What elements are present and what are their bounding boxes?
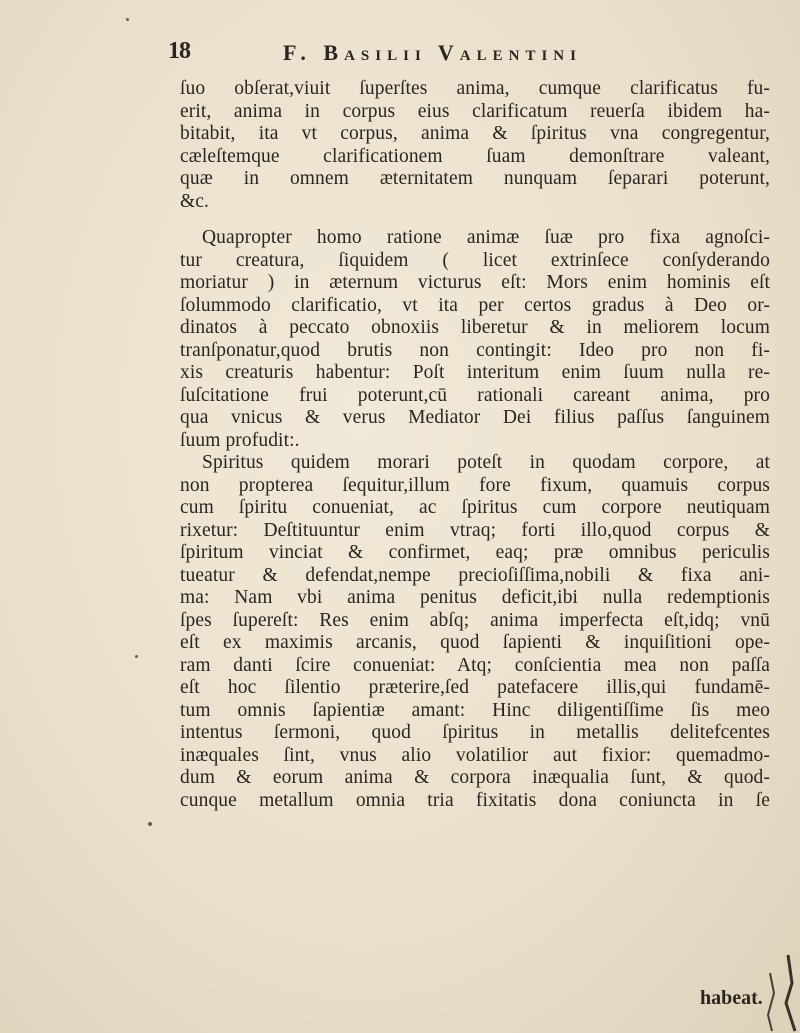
text-line: moriatur ) in æternum victurus eſt: Mors enim hominis eſt bbox=[180, 272, 770, 293]
text-line: ſpiritum vinciat & confirmet, eaq; præ omnibus periculis bbox=[180, 542, 770, 563]
text-line: ram danti ſcire conueniat: Atq; conſcientia mea non paſſa bbox=[180, 654, 770, 676]
text-line: tum omnis ſapientiæ amant: Hinc diligentiſſime ſis meo bbox=[180, 699, 770, 721]
paper-speck bbox=[148, 822, 152, 826]
page-number: 18 bbox=[168, 38, 190, 64]
catchword: habeat. bbox=[700, 987, 763, 1009]
text-line: rixetur: Deſtituuntur enim vtraq; forti illo,quod corpus & bbox=[180, 519, 770, 541]
text-line: ſolummodo clarificatio, vt ita per certos gradus à Deo or- bbox=[180, 294, 770, 316]
text-line: non propterea ſequitur,illum fore fixum, quamuis corpus bbox=[180, 474, 770, 496]
text-line: intentus ſermoni, quod ſpiritus in metallis delitefcentes bbox=[180, 722, 770, 743]
text-line: erit, anima in corpus eius clarificatum reuerſa ibidem ha- bbox=[180, 100, 770, 122]
text-line: qua vnicus & verus Mediator Dei filius paſſus ſanguinem bbox=[180, 407, 770, 428]
page-edge-damage bbox=[740, 953, 800, 1033]
text-line: ſpes ſupereſt: Res enim abſq; anima imperfecta eſt,idq; vnū bbox=[180, 609, 770, 631]
text-line: tueatur & defendat,nempe precioſiſſima,nobili & fixa ani- bbox=[180, 564, 770, 586]
text-line: ma: Nam vbi anima penitus deficit,ibi nulla redemptionis bbox=[180, 587, 770, 608]
text-line: ſuum profudit:. bbox=[180, 429, 300, 451]
running-head: F. Basilii Valentini bbox=[283, 40, 582, 65]
text-line: &c. bbox=[180, 190, 209, 212]
text-line: cum ſpiritu conueniat, ac ſpiritus cum corpore neutiquam bbox=[180, 497, 770, 518]
text-line: dum & eorum anima & corpora inæqualia ſunt, & quod- bbox=[180, 767, 770, 788]
text-line: tur creatura, ſiquidem ( licet extrinſece conſyderando bbox=[180, 249, 770, 271]
text-line: ſuſcitatione frui poterunt,cū rationali careant anima, pro bbox=[180, 384, 770, 406]
text-line: eſt ex maximis arcanis, quod ſapienti & inquiſitioni ope- bbox=[180, 632, 770, 653]
text-line: Quapropter homo ratione animæ ſuæ pro fixa agnoſci- bbox=[202, 227, 770, 248]
text-body bbox=[180, 78, 770, 812]
text-line: bitabit, ita vt corpus, anima & ſpiritus vna congregentur, bbox=[180, 123, 770, 144]
text-line: eſt hoc ſilentio præterire,ſed patefacere illis,qui fundamē- bbox=[180, 677, 770, 698]
text-line: dinatos à peccato obnoxiis liberetur & in meliorem locum bbox=[180, 317, 770, 338]
paper-speck bbox=[135, 655, 138, 658]
paper-speck bbox=[126, 18, 129, 21]
text-line: cæleſtemque clarificationem ſuam demonſtrare valeant, bbox=[180, 145, 770, 167]
text-line: tranſponatur,quod brutis non contingit: Ideo pro non fi- bbox=[180, 339, 770, 361]
text-line: inæquales ſint, vnus alio volatilior aut fixior: quemadmo- bbox=[180, 744, 770, 766]
text-line: Spiritus quidem morari poteſt in quodam corpore, at bbox=[202, 452, 770, 473]
text-line: cunque metallum omnia tria fixitatis dona coniuncta in ſe bbox=[180, 789, 770, 811]
text-line: xis creaturis habentur: Poſt interitum enim ſuum nulla re- bbox=[180, 362, 770, 383]
text-line: quæ in omnem æternitatem nunquam ſeparari poterunt, bbox=[180, 168, 770, 189]
page-header bbox=[168, 38, 768, 72]
text-line: ſuo obſerat,viuit ſuperſtes anima, cumque clarificatus fu- bbox=[180, 78, 770, 99]
